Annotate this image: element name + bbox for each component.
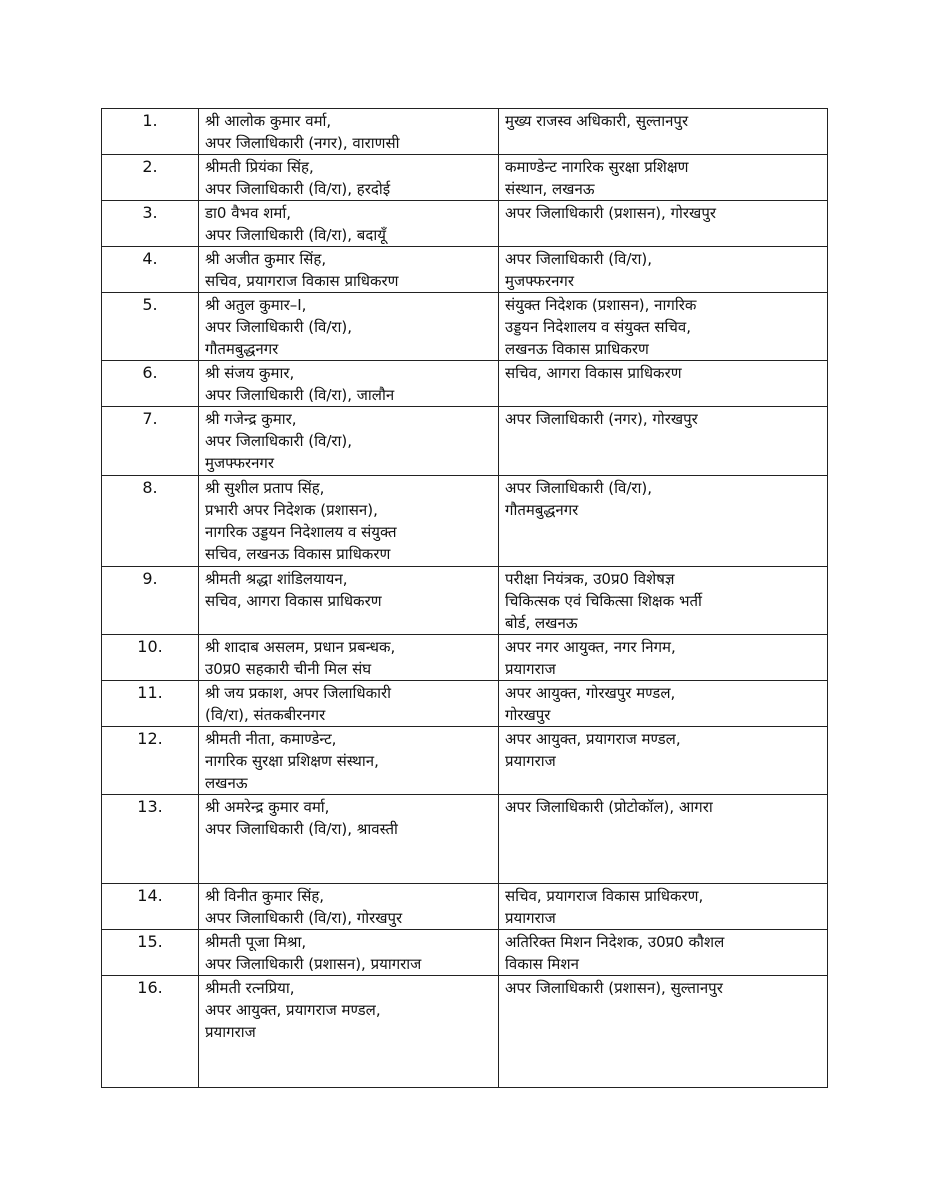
table-row [102, 727, 828, 795]
new-posting-cell [499, 727, 828, 795]
officer-current-post-line: नागरिक सुरक्षा प्रशिक्षण संस्थान, [205, 752, 379, 770]
officer-current-post-cell [199, 681, 499, 727]
new-posting-line: अपर जिलाधिकारी (प्रशासन), गोरखपुर [505, 204, 716, 222]
officer-current-post-line: अपर जिलाधिकारी (वि/रा), गोरखपुर [205, 909, 403, 927]
new-posting-line: प्रयागराज [505, 752, 556, 770]
officer-current-post-line: प्रभारी अपर निदेशक (प्रशासन), [205, 501, 378, 519]
new-posting-line: अपर नगर आयुक्त, नगर निगम, [505, 638, 676, 656]
officer-current-post-cell [199, 930, 499, 976]
officer-current-post-cell [199, 155, 499, 201]
serial-number-cell: 1. [102, 109, 199, 155]
officer-current-post-cell [199, 361, 499, 407]
new-posting-cell [499, 635, 828, 681]
officer-current-post-line: श्री अजीत कुमार सिंह, [205, 250, 327, 268]
table-row [102, 247, 828, 293]
officer-current-post-line: श्री गजेन्द्र कुमार, [205, 410, 297, 428]
officer-current-post-line: श्री संजय कुमार, [205, 364, 295, 382]
officer-current-post-line: सचिव, लखनऊ विकास प्राधिकरण [205, 545, 391, 563]
new-posting-cell [499, 361, 828, 407]
new-posting-cell [499, 201, 828, 247]
new-posting-cell [499, 567, 828, 635]
officer-current-post-line: लखनऊ [205, 774, 248, 792]
new-posting-line: अपर जिलाधिकारी (नगर), गोरखपुर [505, 410, 698, 428]
new-posting-line: बोर्ड, लखनऊ [505, 614, 578, 632]
serial-number-cell: 14. [102, 884, 199, 930]
new-posting-cell [499, 930, 828, 976]
new-posting-line: विकास मिशन [505, 955, 579, 973]
officer-current-post-line: श्री विनीत कुमार सिंह, [205, 887, 325, 905]
officer-current-post-line: श्री आलोक कुमार वर्मा, [205, 112, 332, 130]
new-posting-line: अपर जिलाधिकारी (प्रशासन), सुल्तानपुर [505, 979, 723, 997]
table-row [102, 795, 828, 884]
new-posting-cell [499, 293, 828, 361]
serial-number-cell: 15. [102, 930, 199, 976]
officer-current-post-cell [199, 884, 499, 930]
officer-current-post-line: प्रयागराज [205, 1023, 256, 1041]
new-posting-line: गौतमबुद्धनगर [505, 501, 579, 519]
new-posting-line: परीक्षा नियंत्रक, उ0प्र0 विशेषज्ञ [505, 570, 675, 588]
officer-current-post-cell [199, 293, 499, 361]
new-posting-cell [499, 976, 828, 1088]
officer-current-post-line: अपर जिलाधिकारी (वि/रा), बदायूँ [205, 226, 386, 244]
officer-current-post-line: श्री अतुल कुमार–I, [205, 296, 307, 314]
new-posting-cell [499, 109, 828, 155]
table-row [102, 930, 828, 976]
officer-current-post-line: श्री सुशील प्रताप सिंह, [205, 479, 325, 497]
new-posting-line: मुजफ्फरनगर [505, 272, 575, 290]
table-row [102, 361, 828, 407]
new-posting-line: संयुक्त निदेशक (प्रशासन), नागरिक [505, 296, 697, 314]
table-row [102, 109, 828, 155]
officer-current-post-line: श्रीमती प्रियंका सिंह, [205, 158, 314, 176]
table-row [102, 407, 828, 476]
serial-number-cell: 9. [102, 567, 199, 635]
new-posting-line: अपर आयुक्त, गोरखपुर मण्डल, [505, 684, 676, 702]
officer-current-post-cell [199, 407, 499, 476]
serial-number-cell: 4. [102, 247, 199, 293]
new-posting-line: अपर आयुक्त, प्रयागराज मण्डल, [505, 730, 681, 748]
officer-current-post-line: श्री अमरेन्द्र कुमार वर्मा, [205, 798, 330, 816]
officer-current-post-line: अपर जिलाधिकारी (प्रशासन), प्रयागराज [205, 955, 422, 973]
transfer-table [101, 108, 828, 1088]
table-row [102, 884, 828, 930]
serial-number-cell: 10. [102, 635, 199, 681]
serial-number-cell: 6. [102, 361, 199, 407]
officer-current-post-line: सचिव, आगरा विकास प्राधिकरण [205, 592, 382, 610]
officer-current-post-cell [199, 976, 499, 1088]
new-posting-line: प्रयागराज [505, 909, 556, 927]
new-posting-line: कमाण्डेन्ट नागरिक सुरक्षा प्रशिक्षण [505, 158, 689, 176]
officer-current-post-line: गौतमबुद्धनगर [205, 340, 279, 358]
new-posting-line: सचिव, प्रयागराज विकास प्राधिकरण, [505, 887, 704, 905]
officer-current-post-line: श्रीमती पूजा मिश्रा, [205, 933, 307, 951]
officer-current-post-line: अपर जिलाधिकारी (वि/रा), जालौन [205, 386, 395, 404]
new-posting-line: प्रयागराज [505, 660, 556, 678]
serial-number-cell: 11. [102, 681, 199, 727]
officer-current-post-line: श्रीमती नीता, कमाण्डेन्ट, [205, 730, 337, 748]
officer-current-post-cell [199, 567, 499, 635]
new-posting-line: अपर जिलाधिकारी (वि/रा), [505, 250, 653, 268]
officer-current-post-line: अपर जिलाधिकारी (वि/रा), श्रावस्ती [205, 820, 398, 838]
officer-current-post-cell [199, 635, 499, 681]
new-posting-line: अतिरिक्त मिशन निदेशक, उ0प्र0 कौशल [505, 933, 725, 951]
serial-number-cell: 12. [102, 727, 199, 795]
serial-number-cell: 2. [102, 155, 199, 201]
serial-number-cell: 13. [102, 795, 199, 884]
new-posting-cell [499, 681, 828, 727]
serial-number-cell: 16. [102, 976, 199, 1088]
table-row [102, 635, 828, 681]
officer-current-post-cell [199, 201, 499, 247]
new-posting-cell [499, 155, 828, 201]
officer-current-post-line: उ0प्र0 सहकारी चीनी मिल संघ [205, 660, 372, 678]
table-row [102, 293, 828, 361]
table-row [102, 201, 828, 247]
transfer-table-body [102, 109, 828, 1088]
officer-current-post-line: अपर जिलाधिकारी (नगर), वाराणसी [205, 134, 400, 152]
serial-number-cell: 5. [102, 293, 199, 361]
officer-current-post-cell [199, 476, 499, 567]
new-posting-line: उड्डयन निदेशालय व संयुक्त सचिव, [505, 318, 692, 336]
officer-current-post-line: (वि/रा), संतकबीरनगर [205, 706, 326, 724]
officer-current-post-line: अपर जिलाधिकारी (वि/रा), [205, 432, 353, 450]
officer-current-post-line: सचिव, प्रयागराज विकास प्राधिकरण [205, 272, 399, 290]
new-posting-cell [499, 476, 828, 567]
officer-current-post-cell [199, 247, 499, 293]
table-row [102, 476, 828, 567]
officer-current-post-line: मुजफ्फरनगर [205, 454, 275, 472]
officer-current-post-cell [199, 727, 499, 795]
new-posting-cell [499, 407, 828, 476]
officer-current-post-line: श्री जय प्रकाश, अपर जिलाधिकारी [205, 684, 392, 702]
serial-number-cell: 3. [102, 201, 199, 247]
new-posting-line: अपर जिलाधिकारी (प्रोटोकॉल), आगरा [505, 798, 713, 816]
officer-current-post-cell [199, 795, 499, 884]
officer-current-post-line: अपर जिलाधिकारी (वि/रा), [205, 318, 353, 336]
officer-current-post-line: श्री शादाब असलम, प्रधान प्रबन्धक, [205, 638, 396, 656]
table-row [102, 681, 828, 727]
table-row [102, 155, 828, 201]
new-posting-line: चिकित्सक एवं चिकित्सा शिक्षक भर्ती [505, 592, 702, 610]
officer-current-post-line: डा0 वैभव शर्मा, [205, 204, 292, 222]
new-posting-line: सचिव, आगरा विकास प्राधिकरण [505, 364, 682, 382]
table-row [102, 976, 828, 1088]
officer-current-post-cell [199, 109, 499, 155]
officer-current-post-line: अपर जिलाधिकारी (वि/रा), हरदोई [205, 180, 391, 198]
table-row [102, 567, 828, 635]
new-posting-line: लखनऊ विकास प्राधिकरण [505, 340, 649, 358]
new-posting-cell [499, 247, 828, 293]
new-posting-line: मुख्य राजस्व अधिकारी, सुल्तानपुर [505, 112, 689, 130]
new-posting-line: अपर जिलाधिकारी (वि/रा), [505, 479, 653, 497]
officer-current-post-line: श्रीमती रत्नप्रिया, [205, 979, 295, 997]
serial-number-cell: 8. [102, 476, 199, 567]
new-posting-cell [499, 795, 828, 884]
new-posting-line: गोरखपुर [505, 706, 551, 724]
officer-current-post-line: श्रीमती श्रद्धा शांडिलयायन, [205, 570, 348, 588]
new-posting-cell [499, 884, 828, 930]
officer-current-post-line: अपर आयुक्त, प्रयागराज मण्डल, [205, 1001, 381, 1019]
serial-number-cell: 7. [102, 407, 199, 476]
new-posting-line: संस्थान, लखनऊ [505, 180, 595, 198]
officer-current-post-line: नागरिक उड्डयन निदेशालय व संयुक्त [205, 523, 397, 541]
